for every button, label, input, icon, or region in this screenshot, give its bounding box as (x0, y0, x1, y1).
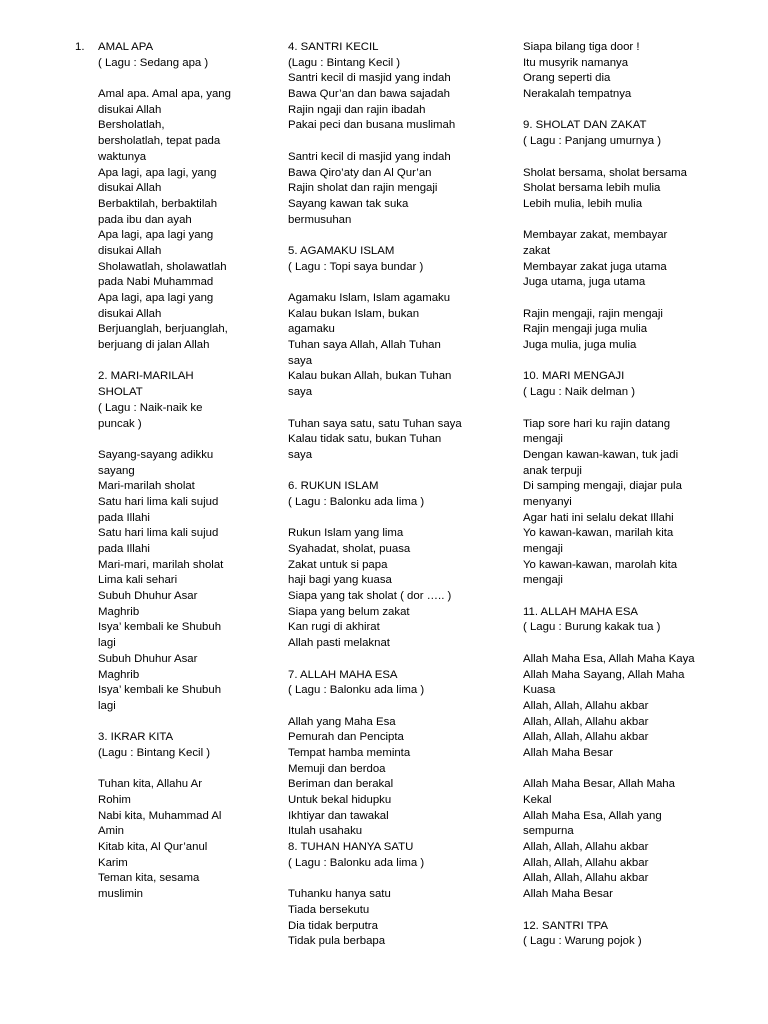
lyric-line: Maghrib (98, 605, 140, 618)
lyric-line: pada ibu dan ayah (98, 213, 192, 226)
lyric-line: Allah, Allah, Allahu akbar (523, 731, 649, 744)
lyric-line: (Lagu : Bintang Kecil ) (288, 56, 401, 69)
lyric-line: Lebih mulia, lebih mulia (523, 197, 643, 210)
blank-line (523, 589, 728, 605)
lyric-line: Tiap sore hari ku rajin datang (523, 417, 671, 430)
lyric-line: mengaji (523, 543, 563, 555)
lyric-line: ( Lagu : Burung kakak tua ) (523, 621, 661, 634)
lyric-line: Rajin mengaji juga mulia (523, 323, 648, 336)
lyric-line: Kalau tidak satu, bukan Tuhan (288, 433, 442, 446)
lyric-line: Allah, Allah, Allahu akbar (523, 856, 649, 869)
blank-line (75, 715, 265, 731)
lyric-line: saya (288, 354, 313, 367)
lyric-line: Maghrib (98, 668, 140, 681)
blank-line (288, 401, 488, 417)
lyric-line: Rukun Islam yang lima (288, 527, 404, 540)
lyric-line: Kuasa (523, 684, 556, 697)
lyric-line: Itu musyrik namanya (523, 56, 629, 69)
lyric-line: puncak ) (98, 417, 142, 430)
lyric-line: mengaji (523, 574, 563, 587)
lyric-line: 9. SHOLAT DAN ZAKAT (523, 119, 647, 132)
lyric-line: 6. RUKUN ISLAM (288, 480, 379, 493)
blank-line (523, 903, 728, 919)
blank-line (523, 291, 728, 307)
lyric-line: Tuhan saya satu, satu Tuhan saya (288, 417, 462, 430)
lyric-line: lagi (98, 699, 116, 712)
lyric-line: 7. ALLAH MAHA ESA (288, 668, 398, 681)
blank-line (75, 71, 265, 87)
lyric-line: Bawa Qur’an dan bawa sajadah (288, 88, 450, 101)
lyric-line: Tuhanku hanya satu (288, 888, 391, 901)
lyric-line: Apa lagi, apa lagi, yang (98, 166, 217, 179)
lyric-line: sayang (98, 464, 135, 477)
blank-line (288, 699, 488, 715)
blank-line (288, 228, 488, 244)
lyric-line: ( Lagu : Naik delman ) (523, 386, 636, 399)
lyric-line: anak terpuji (523, 464, 582, 477)
lyric-line: ( Lagu : Balonku ada lima ) (288, 684, 425, 697)
lyric-line: sempurna (523, 825, 574, 838)
lyric-line: Sholat bersama, sholat bersama (523, 166, 687, 179)
lyric-line: Agamaku Islam, Islam agamaku (288, 292, 451, 304)
lyric-line: Beriman dan berakal (288, 778, 394, 791)
lyric-line: Isya’ kembali ke Shubuh (98, 684, 222, 697)
lyric-line: 10. MARI MENGAJI (523, 370, 625, 383)
blank-line (75, 354, 265, 370)
lyric-line: berjuang di jalan Allah (98, 339, 210, 352)
lyric-line: Allah Maha Besar, Allah Maha (523, 778, 675, 791)
lyric-line: Berbaktilah, berbaktilah (98, 197, 218, 210)
lyric-line: 12. SANTRI TPA (523, 919, 609, 932)
lyric-line: agamaku (288, 323, 335, 336)
lyric-line: Tuhan kita, Allahu Ar (98, 778, 203, 791)
lyric-line: Juga utama, juga utama (523, 276, 646, 289)
column-3 (523, 40, 728, 950)
lyric-line: Rajin sholat dan rajin mengaji (288, 182, 438, 195)
lyric-line: ( Lagu : Balonku ada lima ) (288, 495, 425, 508)
lyric-line: (Lagu : Bintang Kecil ) (98, 746, 211, 759)
lyric-line: Yo kawan-kawan, marolah kita (523, 558, 678, 571)
lyric-line: 3. IKRAR KITA (98, 731, 174, 744)
lyric-line: Kitab kita, Al Qur’anul (98, 841, 208, 854)
lyric-line: bersholatlah, tepat pada (98, 135, 221, 148)
lyric-line: Tiada bersekutu (288, 903, 370, 916)
lyric-line: Rohim (98, 794, 131, 806)
blank-line (288, 275, 488, 291)
blank-line (523, 636, 728, 652)
lyric-line: Zakat untuk si papa (288, 558, 388, 571)
lyric-line: Memuji dan berdoa (288, 762, 386, 775)
lyric-line: Rajin ngaji dan rajin ibadah (288, 103, 426, 116)
lyric-line: Orang seperti dia (523, 72, 611, 85)
lyric-line: Ikhtiyar dan tawakal (288, 809, 389, 822)
lyric-line: disukai Allah (98, 244, 162, 257)
lyric-line: Santri kecil di masjid yang indah (288, 150, 451, 163)
lyric-line: 8. TUHAN HANYA SATU (288, 841, 414, 854)
lyric-line: zakat (523, 244, 551, 257)
lyric-line: Satu hari lima kali sujud (98, 495, 219, 508)
column-1 (75, 40, 265, 903)
lyric-line: Kekal (523, 794, 552, 806)
lyric-line: Pemurah dan Pencipta (288, 731, 404, 744)
lyric-line: disukai Allah (98, 182, 162, 195)
lyric-line: Allah, Allah, Allahu akbar (523, 841, 649, 854)
lyric-line: pada Nabi Muhammad (98, 276, 214, 289)
lyric-line: Lima kali sehari (98, 574, 178, 587)
blank-line (288, 871, 488, 887)
lyric-line: pada Illahi (98, 511, 150, 524)
lyric-line: Satu hari lima kali sujud (98, 527, 219, 540)
blank-line (75, 432, 265, 448)
blank-line (523, 213, 728, 229)
lyric-line: 11. ALLAH MAHA ESA (523, 605, 639, 618)
lyric-line: SHOLAT (98, 386, 143, 399)
lyric-line: Juga mulia, juga mulia (523, 339, 637, 352)
lyric-line: disukai Allah (98, 103, 162, 116)
lyric-line: Rajin mengaji, rajin mengaji (523, 307, 663, 320)
blank-line (523, 762, 728, 778)
lyric-line: ( Lagu : Sedang apa ) (98, 56, 209, 69)
lyric-line: Apa lagi, apa lagi yang (98, 292, 214, 304)
lyric-line: ( Lagu : Balonku ada lima ) (288, 856, 425, 869)
lyric-line: Pakai peci dan busana muslimah (288, 119, 456, 132)
lyric-line: Bawa Qiro’aty dan Al Qur’an (288, 166, 432, 179)
lyric-line: Membayar zakat, membayar (523, 229, 668, 242)
lyric-line: Karim (98, 856, 128, 869)
lyric-line: Allah Maha Esa, Allah yang (523, 809, 662, 822)
lyric-line: Subuh Dhuhur Asar (98, 652, 198, 665)
lyric-line: Mari-mari, marilah sholat (98, 558, 224, 571)
lyric-line: haji bagi yang kuasa (288, 574, 392, 587)
lyric-line: Isya’ kembali ke Shubuh (98, 621, 222, 634)
lyric-line: mengaji (523, 433, 563, 446)
lyric-line: Di samping mengaji, diajar pula (523, 480, 682, 493)
lyric-line: Allah Maha Besar (523, 746, 613, 759)
lyric-line: 5. AGAMAKU ISLAM (288, 244, 395, 257)
lyric-line: disukai Allah (98, 307, 162, 320)
lyric-line: Amin (98, 825, 124, 838)
lyric-line: Teman kita, sesama (98, 872, 200, 885)
lyric-line: Subuh Dhuhur Asar (98, 590, 198, 603)
lyric-line: Kalau bukan Islam, bukan (288, 307, 420, 320)
lyric-line: Syahadat, sholat, puasa (288, 543, 411, 555)
lyric-line: Tuhan saya Allah, Allah Tuhan (288, 339, 441, 352)
lyric-line: ( Lagu : Panjang umurnya ) (523, 135, 662, 148)
lyric-line: Santri kecil di masjid yang indah (288, 72, 451, 85)
lyric-line: waktunya (98, 150, 147, 163)
blank-line (523, 401, 728, 417)
lyric-line: Berjuanglah, berjuanglah, (98, 323, 228, 336)
lyric-line: Allah, Allah, Allahu akbar (523, 699, 649, 712)
lyric-line: Amal apa. Amal apa, yang (98, 88, 231, 101)
lyric-line: Sholawatlah, sholawatlah (98, 260, 227, 273)
lyric-line: Itulah usahaku (288, 825, 363, 838)
lyric-line: 2. MARI-MARILAH (98, 370, 194, 383)
lyric-line: AMAL APA (98, 41, 154, 53)
lyric-line: 4. SANTRI KECIL (288, 41, 379, 53)
lyric-line: Allah, Allah, Allahu akbar (523, 872, 649, 885)
lyric-line: Sayang kawan tak suka (288, 197, 409, 210)
lyric-line: saya (288, 448, 313, 461)
lyric-line: pada Illahi (98, 543, 150, 555)
blank-line (523, 103, 728, 119)
lyric-line: Membayar zakat juga utama (523, 260, 667, 273)
lyric-line: Sayang-sayang adikku (98, 448, 214, 461)
lyric-line: Siapa yang belum zakat (288, 605, 410, 618)
lyric-line: Tempat hamba meminta (288, 746, 411, 759)
lyric-line: Nabi kita, Muhammad Al (98, 809, 222, 822)
lyric-line: lagi (98, 637, 116, 650)
lyric-line: Allah Maha Esa, Allah Maha Kaya (523, 652, 695, 665)
lyric-line: Siapa bilang tiga door ! (523, 41, 640, 53)
blank-line (288, 511, 488, 527)
lyric-line: Allah, Allah, Allahu akbar (523, 715, 649, 728)
lyric-line: ( Lagu : Warung pojok ) (523, 935, 642, 948)
lyric-line: Kan rugi di akhirat (288, 621, 380, 634)
lyric-line: saya (288, 386, 313, 399)
lyric-line: Allah yang Maha Esa (288, 715, 396, 728)
song-block (523, 40, 728, 950)
lyric-line: Nerakalah tempatnya (523, 88, 632, 101)
lyric-line: Kalau bukan Allah, bukan Tuhan (288, 370, 452, 383)
lyric-line: Bersholatlah, (98, 119, 165, 132)
lyric-line: Allah Maha Besar (523, 888, 613, 901)
blank-line (75, 762, 265, 778)
lyric-line: menyanyi (523, 495, 572, 508)
list-number: 1. (75, 41, 85, 53)
lyric-line: Dengan kawan-kawan, tuk jadi (523, 448, 679, 461)
lyric-line: Siapa yang tak sholat ( dor ….. ) (288, 590, 452, 603)
lyric-line: Sholat bersama lebih mulia (523, 182, 661, 195)
blank-line (288, 652, 488, 668)
song-block (75, 40, 265, 903)
lyric-line: ( Lagu : Naik-naik ke (98, 401, 203, 414)
lyric-line: Yo kawan-kawan, marilah kita (523, 527, 674, 540)
blank-line (523, 354, 728, 370)
lyric-line: ( Lagu : Topi saya bundar ) (288, 260, 424, 273)
blank-line (288, 464, 488, 480)
song-block (288, 40, 488, 950)
lyric-line: bermusuhan (288, 213, 352, 226)
lyric-line: Agar hati ini selalu dekat Illahi (523, 511, 674, 524)
lyric-line: Dia tidak berputra (288, 919, 378, 932)
blank-line (288, 134, 488, 150)
lyric-line: Untuk bekal hidupku (288, 794, 392, 806)
lyric-line: Apa lagi, apa lagi yang (98, 229, 214, 242)
lyric-line: Allah Maha Sayang, Allah Maha (523, 668, 685, 681)
column-2 (288, 40, 488, 950)
blank-line (523, 150, 728, 166)
lyric-line: muslimin (98, 888, 143, 901)
lyric-line: Allah pasti melaknat (288, 637, 390, 650)
lyric-line: Mari-marilah sholat (98, 480, 195, 493)
lyric-line: Tidak pula berbapa (288, 935, 386, 948)
